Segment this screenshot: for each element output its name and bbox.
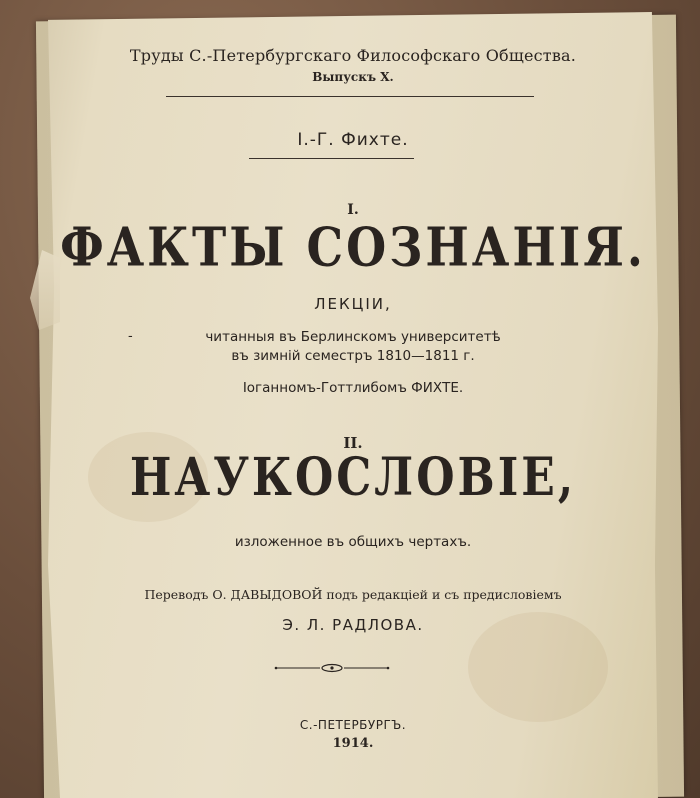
editor-name: Э. Л. РАДЛОВА. bbox=[282, 616, 424, 634]
part1-description-line2: въ зимній семестръ 1810—1811 г. bbox=[231, 348, 475, 364]
ornament-divider bbox=[272, 661, 392, 675]
author-name: I.-Г. Фихте. bbox=[297, 130, 409, 150]
part2-number: II. bbox=[343, 434, 363, 452]
author-underline bbox=[249, 158, 414, 159]
part1-description-line3: Іоганномъ-Готтлибомъ ФИХТЕ. bbox=[242, 380, 464, 396]
part1-number: I. bbox=[347, 202, 359, 218]
part2-title: НАУКОСЛОВІЕ, bbox=[129, 446, 577, 509]
publication-city: С.-ПЕТЕРБУРГЪ. bbox=[299, 718, 407, 732]
margin-dash: - bbox=[128, 329, 133, 344]
part1-title: ФАКТЫ СОЗНАНІЯ. bbox=[60, 215, 646, 279]
issue-number: Выпускъ X. bbox=[312, 70, 394, 84]
part1-description-line1: читанныя въ Берлинскомъ университетѣ bbox=[205, 329, 501, 345]
part2-subtitle: изложенное въ общихъ чертахъ. bbox=[234, 534, 472, 550]
cover-content bbox=[48, 12, 658, 798]
translation-credit: Переводъ О. ДАВЫДОВОЙ подъ редакціей и съ предисловіемъ bbox=[144, 587, 562, 602]
publication-year: 1914. bbox=[332, 736, 374, 751]
series-title: Труды С.-Петербургскаго Философскаго Общества. bbox=[129, 46, 577, 65]
part1-subtitle: ЛЕКЦІИ, bbox=[314, 295, 392, 313]
header-rule bbox=[166, 96, 534, 97]
